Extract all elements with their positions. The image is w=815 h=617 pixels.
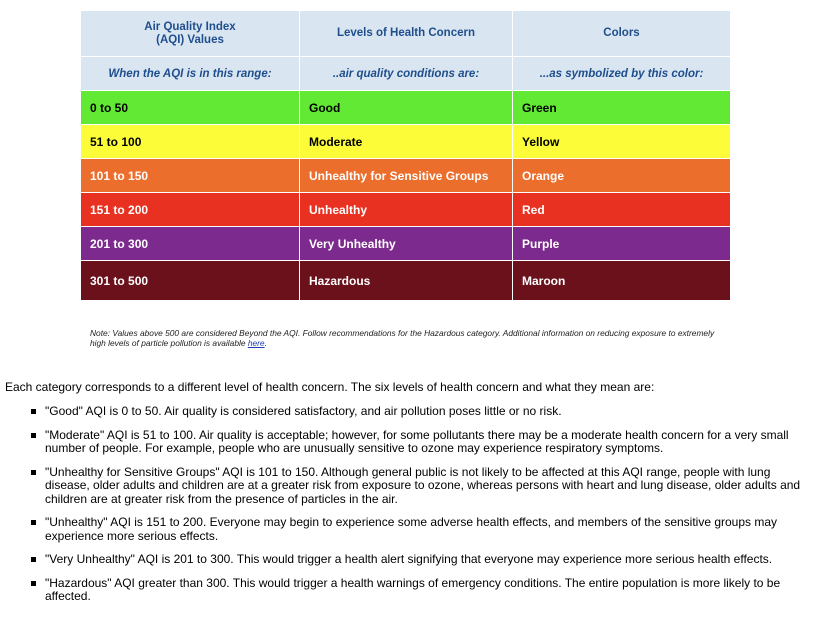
bullet-icon: [31, 409, 36, 414]
subheader-conditions: ..air quality conditions are:: [300, 57, 513, 91]
list-item-text: "Very Unhealthy" AQI is 201 to 300. This would trigger a health alert signifying that everyone may experience more serious health effects.: [45, 552, 773, 566]
bullet-icon: [31, 581, 36, 586]
health-level-cell: Very Unhealthy: [300, 227, 513, 261]
color-name-cell: Yellow: [513, 125, 731, 159]
aqi-range-cell: 201 to 300: [81, 227, 300, 261]
bullet-icon: [31, 433, 36, 438]
bullet-icon: [31, 470, 36, 475]
aqi-range-cell: 51 to 100: [81, 125, 300, 159]
table-row-moderate: [81, 125, 731, 159]
header-aqi-values-line2: (AQI) Values: [156, 33, 224, 46]
list-item: [0, 429, 806, 456]
color-name-cell: Purple: [513, 227, 731, 261]
health-concern-list: [0, 405, 806, 614]
health-level-cell: Hazardous: [300, 261, 513, 301]
table-row-very-unhealthy: [81, 227, 731, 261]
health-level-cell: Moderate: [300, 125, 513, 159]
intro-paragraph: Each category corresponds to a different level of health concern. The six levels of health concern and what they mean are:: [5, 380, 655, 394]
table-header-row: [81, 11, 731, 57]
list-item-text: "Unhealthy for Sensitive Groups" AQI is 101 to 150. Although general public is not likely to be affected at this AQI range, people with lung disease, older adults and children are at a greater risk from exposure to ozone, whereas persons with heart and lung disease, older adults and children are at greater risk from the presence of particles in the air.: [45, 464, 801, 506]
list-item: [0, 466, 806, 507]
header-aqi-values-line1: Air Quality Index: [144, 20, 236, 33]
table-row-unhealthy-sensitive: [81, 159, 731, 193]
health-level-cell: Good: [300, 91, 513, 125]
aqi-range-cell: 301 to 500: [81, 261, 300, 301]
header-aqi-values: [81, 11, 300, 57]
list-item: [0, 516, 806, 543]
header-health-concern: [300, 11, 513, 57]
note-text: Note: Values above 500 are considered Beyond the AQI. Follow recommendations for the Hazardous category. Additional information on reducing exposure to extremely high levels of particle pollution is available: [90, 328, 715, 348]
note-here-link[interactable]: here: [247, 338, 265, 348]
bullet-icon: [31, 557, 36, 562]
table-row-unhealthy: [81, 193, 731, 227]
aqi-range-cell: 0 to 50: [81, 91, 300, 125]
aqi-range-cell: 101 to 150: [81, 159, 300, 193]
table-note: [90, 328, 730, 348]
list-item: [0, 577, 806, 604]
aqi-table: [80, 10, 731, 301]
bullet-icon: [31, 520, 36, 525]
subheader-color: ...as symbolized by this color:: [513, 57, 731, 91]
header-health-concern-label: Levels of Health Concern: [336, 27, 476, 39]
aqi-range-cell: 151 to 200: [81, 193, 300, 227]
color-name-cell: Orange: [513, 159, 731, 193]
list-item-text: "Moderate" AQI is 51 to 100. Air quality is acceptable; however, for some pollutants there may be a moderate health concern for a very small number of people. For example, people who are unusually sensitive to ozone may experience respiratory symptoms.: [45, 427, 789, 455]
list-item-text: "Good" AQI is 0 to 50. Air quality is considered satisfactory, and air pollution poses little or no risk.: [45, 404, 562, 418]
health-level-cell: Unhealthy: [300, 193, 513, 227]
subheader-range: When the AQI is in this range:: [81, 57, 300, 91]
color-name-cell: Red: [513, 193, 731, 227]
list-item-text: "Unhealthy" AQI is 151 to 200. Everyone may begin to experience some adverse health effects, and members of the sensitive groups may experience more serious effects.: [45, 515, 778, 543]
list-item-text: "Hazardous" AQI greater than 300. This would trigger a health warnings of emergency conditions. The entire population is more likely to be affected.: [45, 575, 781, 603]
color-name-cell: Green: [513, 91, 731, 125]
table-subheader-row: [81, 57, 731, 91]
table-row-hazardous: [81, 261, 731, 301]
table-row-good: [81, 91, 731, 125]
list-item: [0, 553, 806, 567]
color-name-cell: Maroon: [513, 261, 731, 301]
health-level-cell: Unhealthy for Sensitive Groups: [300, 159, 513, 193]
header-colors-label: Colors: [603, 27, 640, 39]
header-colors: [513, 11, 731, 57]
note-end: .: [264, 338, 267, 348]
list-item: [0, 405, 806, 419]
